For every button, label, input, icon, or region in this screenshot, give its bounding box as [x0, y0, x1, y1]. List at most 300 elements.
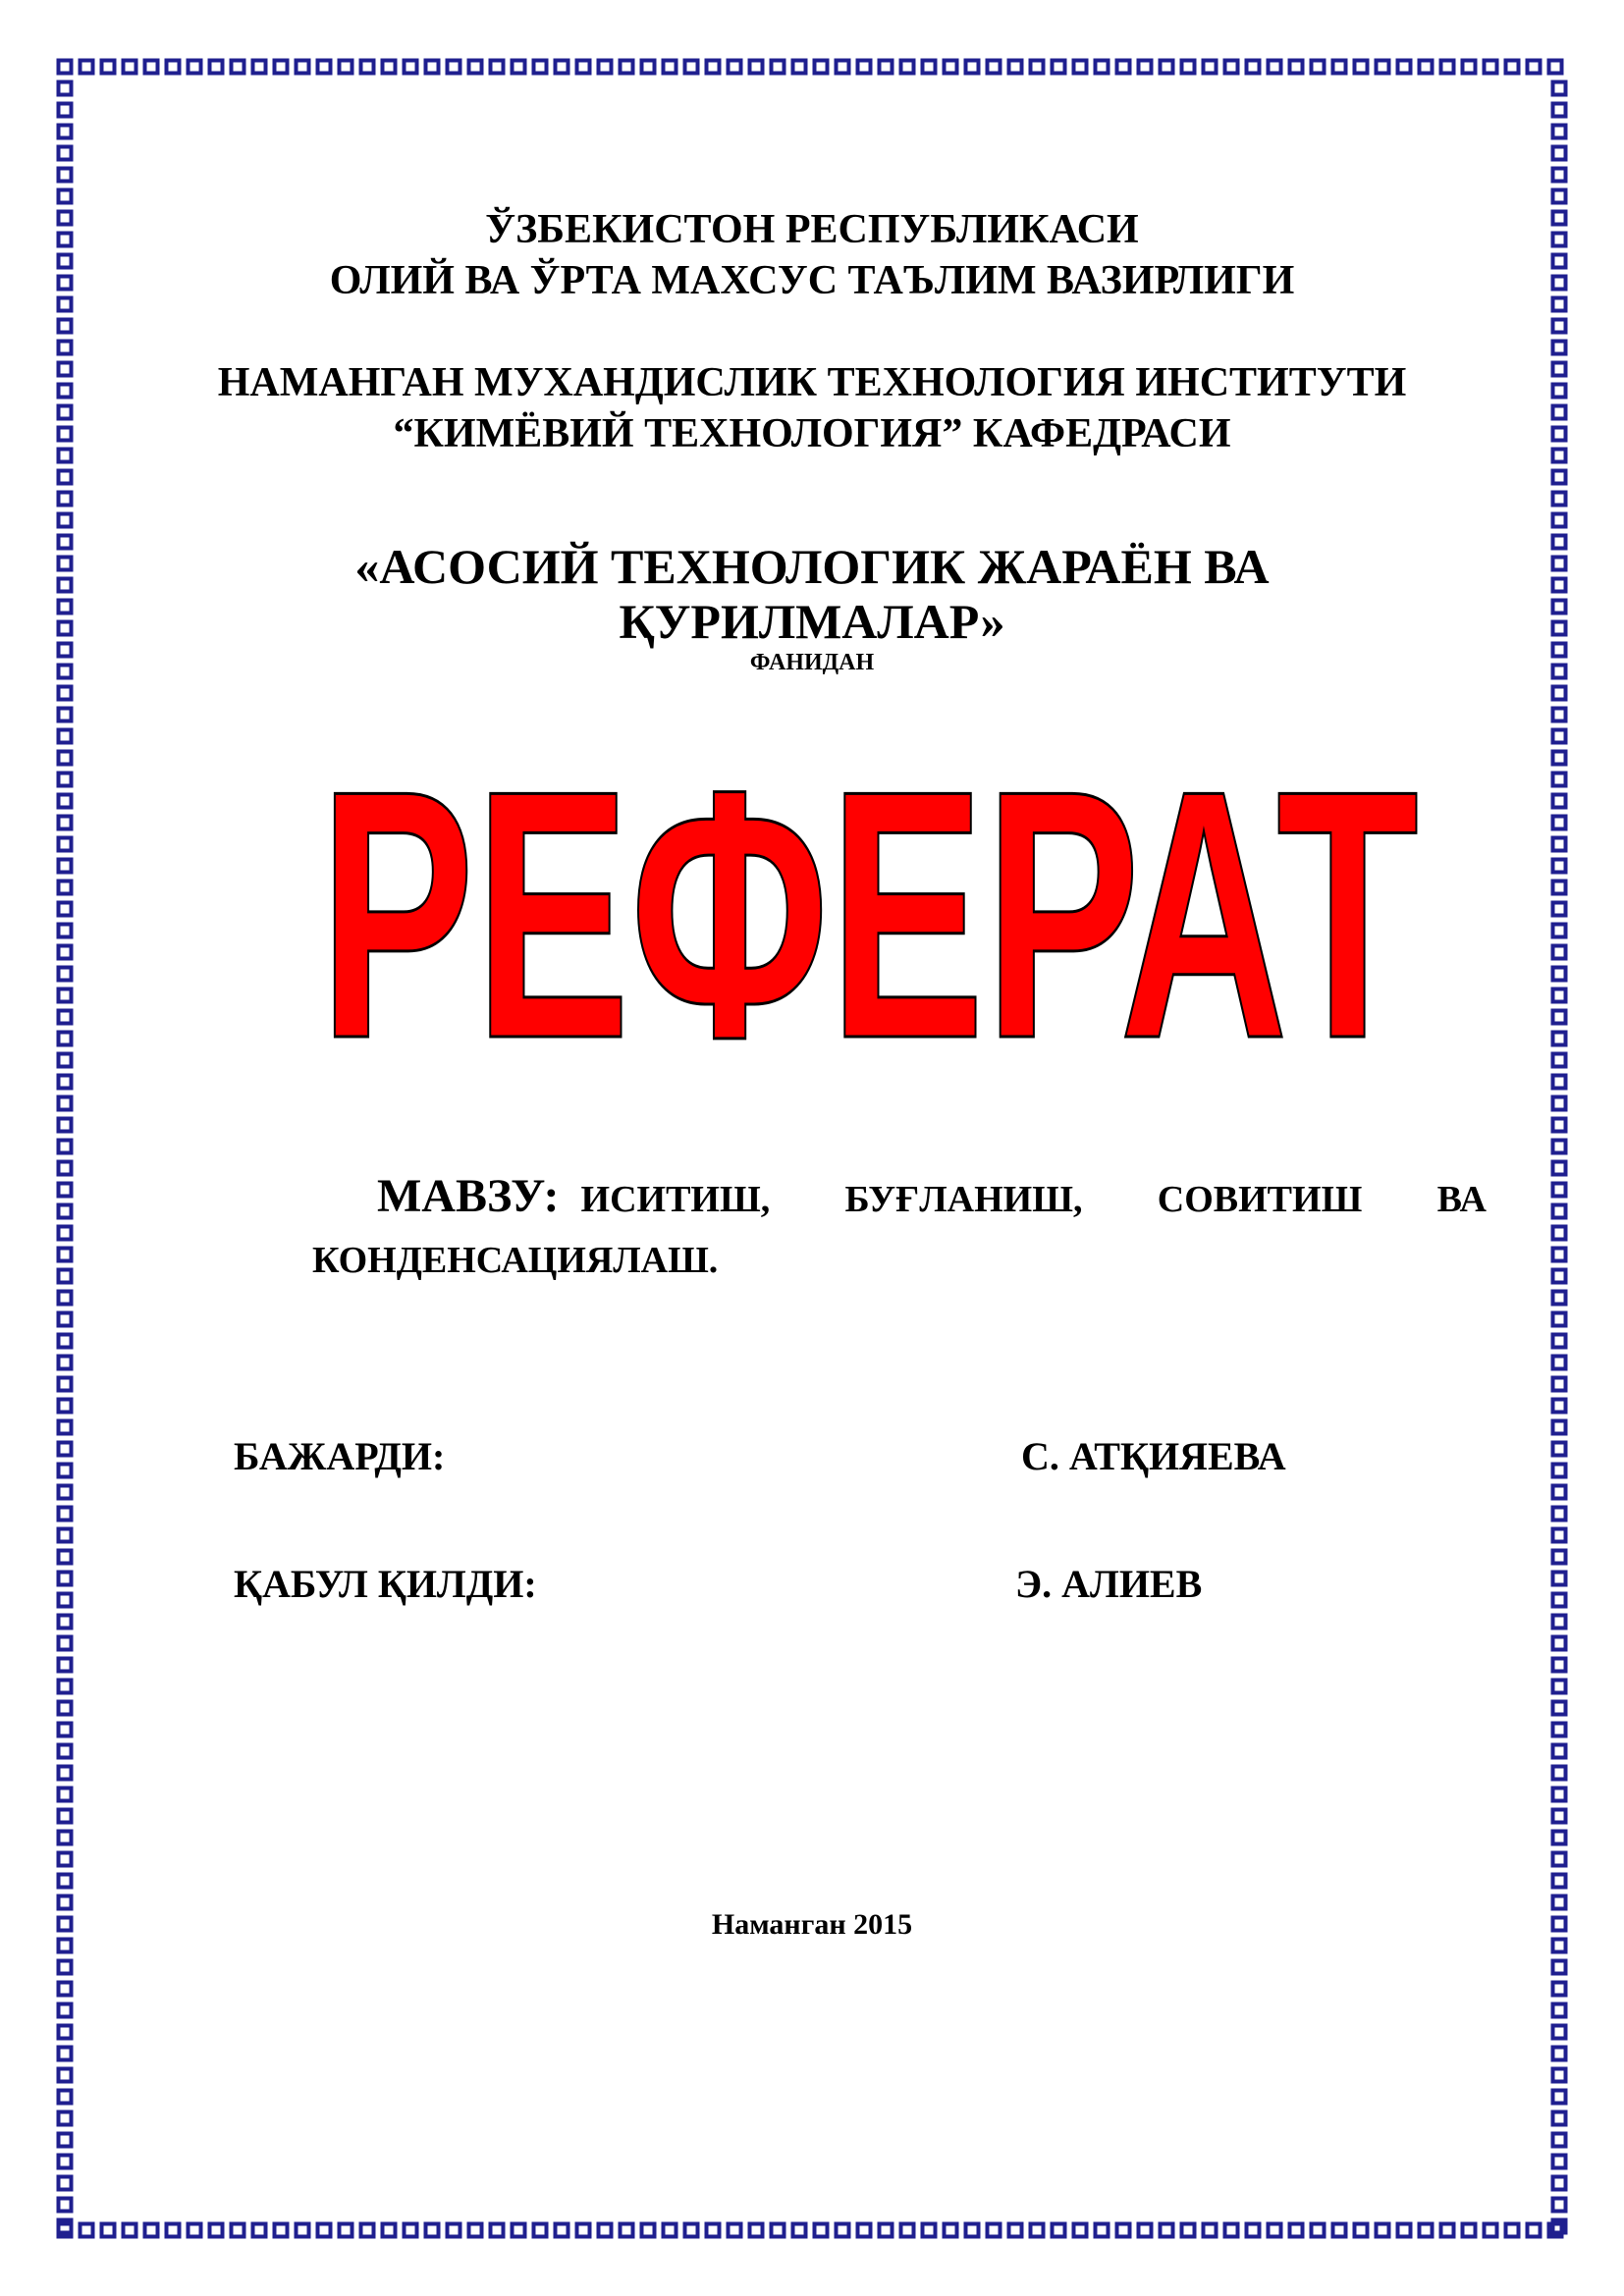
border-square [59, 1896, 72, 1909]
border-square [1420, 61, 1433, 74]
border-square [59, 1508, 72, 1521]
border-square [1096, 2224, 1109, 2237]
border-square [383, 61, 396, 74]
border-square [1553, 2004, 1566, 2017]
border-square [1553, 1659, 1566, 1672]
border-square [1553, 320, 1566, 333]
border-square [59, 968, 72, 981]
border-square [1553, 1573, 1566, 1585]
border-square [1553, 147, 1566, 160]
border-square [1553, 2112, 1566, 2125]
border-square [923, 61, 936, 74]
document-type-title [304, 756, 1434, 1050]
border-square [707, 2224, 720, 2237]
border-square [556, 61, 568, 74]
border-square [59, 1745, 72, 1758]
border-square [59, 1551, 72, 1564]
border-square [59, 169, 72, 182]
border-square [167, 2224, 180, 2237]
border-square [1553, 1184, 1566, 1197]
border-square [124, 61, 136, 74]
border-square [1553, 1119, 1566, 1132]
border-square [1463, 2224, 1476, 2237]
border-square [1377, 61, 1389, 74]
border-square [1553, 1745, 1566, 1758]
border-square [1553, 1594, 1566, 1607]
border-square [577, 2224, 590, 2237]
border-square [1553, 1443, 1566, 1456]
border-square [1553, 2069, 1566, 2082]
border-square [1553, 968, 1566, 981]
border-square [1553, 126, 1566, 138]
border-square [59, 860, 72, 873]
border-square [59, 1249, 72, 1261]
border-square [880, 61, 893, 74]
border-square [1553, 2091, 1566, 2104]
border-square [59, 2177, 72, 2190]
border-square [1312, 2224, 1325, 2237]
border-square [1553, 1421, 1566, 1434]
border-square [1290, 61, 1303, 74]
border-square [59, 2091, 72, 2104]
border-square [1553, 1033, 1566, 1045]
border-square [1553, 1205, 1566, 1218]
border-square [59, 1227, 72, 1240]
border-square [1009, 2224, 1022, 2237]
border-square [1553, 752, 1566, 765]
border-square [1549, 61, 1562, 74]
border-square [1074, 2224, 1087, 2237]
border-square [189, 61, 201, 74]
border-square [1553, 1681, 1566, 1693]
border-square [880, 2224, 893, 2237]
border-square [1161, 61, 1173, 74]
border-square [1553, 2156, 1566, 2168]
border-square [685, 2224, 698, 2237]
border-square [1355, 61, 1368, 74]
border-square [1553, 1767, 1566, 1780]
border-square [59, 2112, 72, 2125]
accepted-label: ҚАБУЛ ҚИЛДИ: [234, 1562, 537, 1606]
border-square [1553, 1529, 1566, 1542]
border-square [1553, 493, 1566, 506]
border-square [59, 147, 72, 160]
border-square [945, 2224, 957, 2237]
border-square [59, 1162, 72, 1175]
border-square [945, 61, 957, 74]
border-square [1553, 1875, 1566, 1888]
border-square [1553, 1724, 1566, 1736]
border-square [59, 795, 72, 808]
border-square [1553, 925, 1566, 937]
border-square [1553, 709, 1566, 721]
border-square [59, 493, 72, 506]
border-square [340, 2224, 352, 2237]
border-square [1225, 61, 1238, 74]
border-square [145, 2224, 158, 2237]
border-square [664, 61, 677, 74]
border-square [469, 61, 482, 74]
border-square [1096, 61, 1109, 74]
border-square [59, 946, 72, 959]
border-square [513, 61, 525, 74]
border-square [59, 1573, 72, 1585]
border-square [750, 61, 763, 74]
border-square [318, 2224, 331, 2237]
border-square [1009, 61, 1022, 74]
border-square [1553, 817, 1566, 829]
border-square [1031, 61, 1044, 74]
border-square [59, 1378, 72, 1391]
border-square [210, 2224, 223, 2237]
border-square [1333, 2224, 1346, 2237]
border-square [59, 1486, 72, 1499]
border-square [534, 61, 547, 74]
document-type-text: РЕФЕРАТ [319, 756, 1419, 1050]
border-square [1247, 61, 1260, 74]
border-square [1204, 61, 1217, 74]
border-square [361, 61, 374, 74]
border-square [1269, 2224, 1281, 2237]
border-square [275, 61, 288, 74]
border-square [1031, 2224, 1044, 2237]
border-square [1204, 2224, 1217, 2237]
border-square [59, 1529, 72, 1542]
border-square [1161, 2224, 1173, 2237]
border-square [1553, 169, 1566, 182]
country-title: ЎЗБЕКИСТОН РЕСПУБЛИКАСИ [485, 207, 1139, 252]
border-square [59, 1313, 72, 1326]
border-square [729, 2224, 741, 2237]
border-square [772, 2224, 785, 2237]
border-square [1553, 1076, 1566, 1089]
border-square [59, 1724, 72, 1736]
border-square [1247, 2224, 1260, 2237]
border-square [1553, 1896, 1566, 1909]
border-square [1553, 774, 1566, 786]
border-square [59, 1637, 72, 1650]
border-square [59, 1357, 72, 1369]
border-square [1420, 2224, 1433, 2237]
border-square [772, 61, 785, 74]
border-square [858, 2224, 871, 2237]
border-square [59, 730, 72, 743]
border-square [1553, 1702, 1566, 1715]
border-square [1053, 2224, 1065, 2237]
border-square [988, 61, 1001, 74]
border-square [81, 61, 93, 74]
border-square [707, 61, 720, 74]
border-square [1139, 61, 1152, 74]
border-square [59, 1421, 72, 1434]
subject-title-line1: «АСОСИЙ ТЕХНОЛОГИК ЖАРАЁН ВА [354, 539, 1270, 594]
border-square [59, 320, 72, 333]
border-square [1312, 61, 1325, 74]
border-square [815, 2224, 828, 2237]
border-square [1528, 2224, 1541, 2237]
border-square [1553, 2048, 1566, 2060]
topic-text: ИСИТИШ, БУҒЛАНИШ, СОВИТИШ ВА КОНДЕНСАЦИЯЛАШ. [312, 1179, 1487, 1281]
border-square [1553, 82, 1566, 95]
border-square [1553, 881, 1566, 894]
border-square [1553, 1465, 1566, 1477]
border-square [59, 2069, 72, 2082]
border-square [1053, 61, 1065, 74]
border-square [59, 1292, 72, 1305]
border-square [59, 126, 72, 138]
border-square [1117, 61, 1130, 74]
border-square [361, 2224, 374, 2237]
border-square [59, 2048, 72, 2060]
border-square [59, 1961, 72, 1974]
border-square [59, 471, 72, 484]
border-square [815, 61, 828, 74]
border-square [59, 104, 72, 117]
border-square [59, 752, 72, 765]
border-square [297, 61, 309, 74]
border-square [340, 61, 352, 74]
border-square [59, 1789, 72, 1801]
border-square [59, 1832, 72, 1844]
border-square [1553, 1292, 1566, 1305]
border-square [297, 2224, 309, 2237]
border-square [837, 61, 849, 74]
border-square [59, 2156, 72, 2168]
border-square [1553, 1162, 1566, 1175]
border-square [59, 190, 72, 203]
border-square [59, 82, 72, 95]
border-square [426, 61, 439, 74]
border-square [491, 61, 504, 74]
institute-title: НАМАНГАН МУХАНДИСЛИК ТЕХНОЛОГИЯ ИНСТИТУТИ [217, 360, 1407, 405]
border-square [59, 1810, 72, 1823]
border-square [621, 61, 633, 74]
accepted-name: Э. АЛИЕВ [1015, 1562, 1203, 1606]
border-square [405, 61, 417, 74]
border-square [1553, 687, 1566, 700]
border-square [1333, 61, 1346, 74]
border-square [59, 1097, 72, 1110]
border-square [1441, 2224, 1454, 2237]
border-square [599, 2224, 612, 2237]
border-square [1398, 61, 1411, 74]
border-square [988, 2224, 1001, 2237]
border-square [59, 838, 72, 851]
border-square [858, 61, 871, 74]
border-square [102, 61, 115, 74]
border-square [253, 61, 266, 74]
border-square [59, 709, 72, 721]
border-square [642, 61, 655, 74]
border-square [1355, 2224, 1368, 2237]
border-square [1553, 1335, 1566, 1348]
border-square [729, 61, 741, 74]
border-square [1553, 1097, 1566, 1110]
border-square [59, 1983, 72, 1996]
border-square [1553, 1853, 1566, 1866]
border-square [1398, 2224, 1411, 2237]
border-square [1225, 2224, 1238, 2237]
border-square [59, 1033, 72, 1045]
border-square [232, 61, 244, 74]
border-square [1553, 1054, 1566, 1067]
border-square [1269, 61, 1281, 74]
border-square [1553, 1810, 1566, 1823]
border-square [1528, 61, 1541, 74]
border-square [1553, 1227, 1566, 1240]
border-square [1553, 342, 1566, 354]
border-square [1553, 838, 1566, 851]
border-square [253, 2224, 266, 2237]
border-square [491, 2224, 504, 2237]
border-square [59, 1853, 72, 1866]
border-square [1553, 2134, 1566, 2147]
border-square [793, 2224, 806, 2237]
border-square [1553, 190, 1566, 203]
border-square [621, 2224, 633, 2237]
border-square [1553, 903, 1566, 916]
subject-suffix: ФАНИДАН [749, 650, 875, 675]
place-and-year: Наманган 2015 [711, 1908, 913, 1941]
border-square [1553, 1011, 1566, 1024]
border-square [599, 61, 612, 74]
border-square [59, 2134, 72, 2147]
border-square [59, 1054, 72, 1067]
border-square [1182, 61, 1195, 74]
border-square [59, 2220, 72, 2233]
border-square [59, 925, 72, 937]
border-square [426, 2224, 439, 2237]
border-square [642, 2224, 655, 2237]
border-square [1290, 2224, 1303, 2237]
border-square [1553, 1961, 1566, 1974]
border-square [124, 2224, 136, 2237]
border-square [1553, 1378, 1566, 1391]
border-square [1553, 989, 1566, 1002]
border-square [232, 2224, 244, 2237]
border-square [1549, 2224, 1562, 2237]
border-square [59, 817, 72, 829]
border-square [1553, 1486, 1566, 1499]
border-square [1553, 1313, 1566, 1326]
border-square [59, 514, 72, 527]
border-square [1553, 514, 1566, 527]
border-square [1553, 1249, 1566, 1261]
border-square [81, 2224, 93, 2237]
border-square [59, 1702, 72, 1715]
border-square [1139, 2224, 1152, 2237]
border-square [664, 2224, 677, 2237]
border-square [1553, 795, 1566, 808]
border-square [59, 1767, 72, 1780]
border-square [1506, 2224, 1519, 2237]
border-square [1553, 730, 1566, 743]
border-square [59, 1616, 72, 1629]
border-square [923, 2224, 936, 2237]
border-square [59, 989, 72, 1002]
border-square [59, 2004, 72, 2017]
border-square [167, 61, 180, 74]
border-square [966, 61, 979, 74]
border-square [556, 2224, 568, 2237]
subject-title-line2: ҚУРИЛМАЛАР» [619, 594, 1005, 649]
border-square [59, 2199, 72, 2212]
border-square [1553, 2177, 1566, 2190]
border-square [102, 2224, 115, 2237]
border-square [59, 687, 72, 700]
border-square [1553, 1400, 1566, 1413]
topic-label: МАВЗУ: [377, 1170, 560, 1222]
border-square [1117, 2224, 1130, 2237]
border-square [59, 1681, 72, 1693]
border-square [59, 1443, 72, 1456]
border-square [534, 2224, 547, 2237]
border-square [793, 61, 806, 74]
border-square [1485, 2224, 1497, 2237]
border-square [1553, 1270, 1566, 1283]
border-square [383, 2224, 396, 2237]
border-square [1463, 61, 1476, 74]
border-square [210, 61, 223, 74]
border-square [1553, 1508, 1566, 1521]
border-square [1553, 1832, 1566, 1844]
border-square [59, 881, 72, 894]
border-square [577, 61, 590, 74]
border-square [318, 61, 331, 74]
border-square [1441, 61, 1454, 74]
border-square [59, 1076, 72, 1089]
border-square [59, 1875, 72, 1888]
border-square [59, 1659, 72, 1672]
border-square [448, 61, 460, 74]
border-square [448, 2224, 460, 2237]
border-square [901, 2224, 914, 2237]
border-square [59, 1594, 72, 1607]
border-square [59, 1184, 72, 1197]
border-square [1182, 2224, 1195, 2237]
border-square [1553, 1357, 1566, 1369]
topic-block [312, 1166, 1487, 1291]
border-square [1485, 61, 1497, 74]
border-square [513, 2224, 525, 2237]
performed-name: С. АТҚИЯЕВА [1021, 1434, 1286, 1478]
border-square [405, 2224, 417, 2237]
border-square [1553, 1616, 1566, 1629]
performed-label: БАЖАРДИ: [234, 1434, 446, 1478]
border-square [59, 1270, 72, 1283]
border-square [1377, 2224, 1389, 2237]
border-square [59, 1011, 72, 1024]
border-square [275, 2224, 288, 2237]
department-title: “КИМЁВИЙ ТЕХНОЛОГИЯ” КАФЕДРАСИ [393, 411, 1231, 456]
border-square [59, 61, 72, 74]
border-square [59, 2026, 72, 2039]
border-square [1553, 2220, 1566, 2233]
border-square [837, 2224, 849, 2237]
border-square [1553, 946, 1566, 959]
border-square [966, 2224, 979, 2237]
border-square [59, 1205, 72, 1218]
border-square [145, 61, 158, 74]
border-square [59, 774, 72, 786]
border-square [1553, 471, 1566, 484]
border-square [1553, 860, 1566, 873]
border-square [1553, 1551, 1566, 1564]
border-square [1553, 104, 1566, 117]
border-square [1074, 61, 1087, 74]
border-square [1506, 61, 1519, 74]
border-square [750, 2224, 763, 2237]
